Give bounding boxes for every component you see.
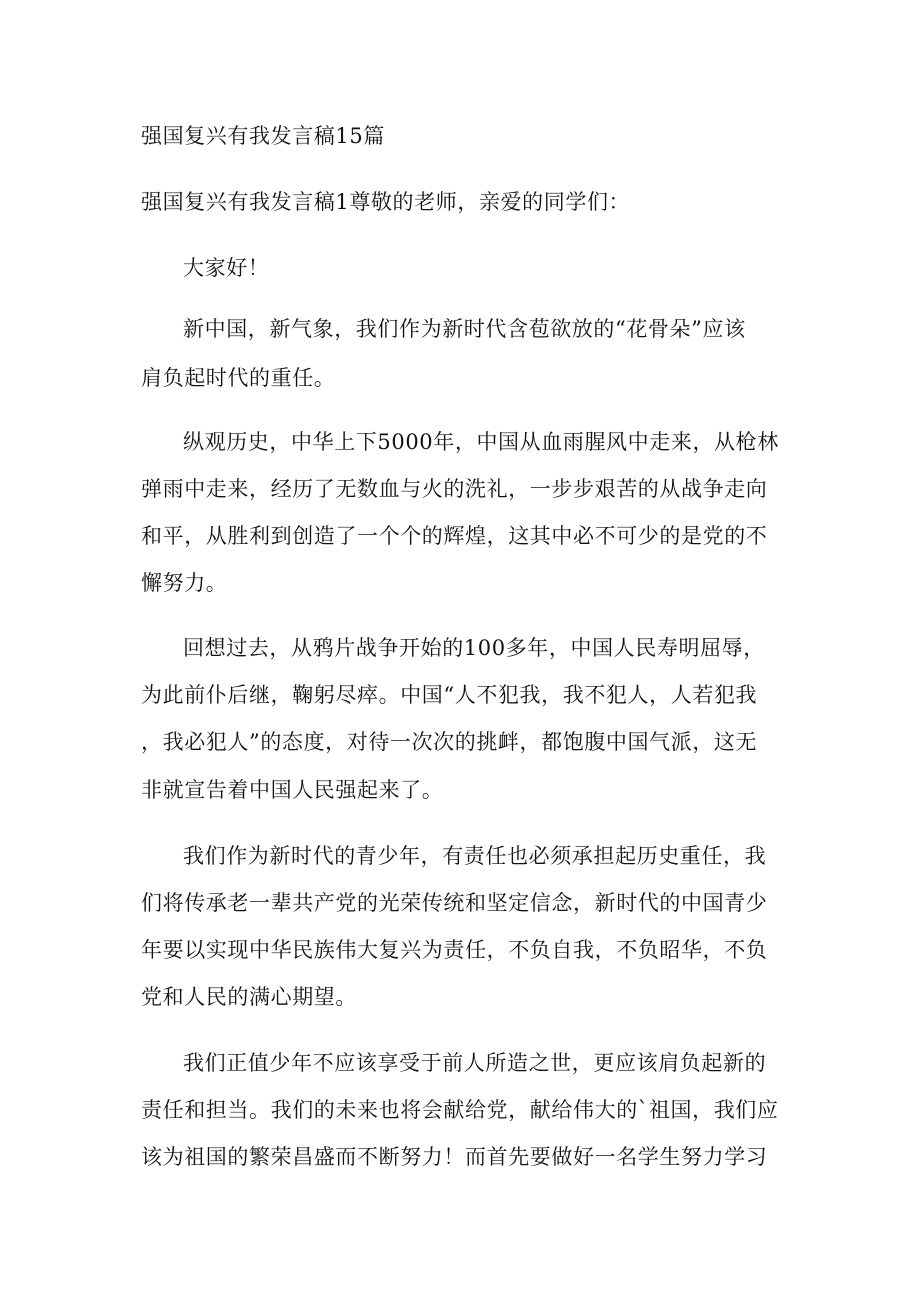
document-title: 强国复兴有我发言稿15篇	[141, 124, 385, 148]
text-line: ，我必犯人”的态度，对待一次次的挑衅，都饱腹中国气派，这无	[141, 730, 758, 754]
text-line: 为此前仆后继，鞠躬尽瘁。中国“人不犯我，我不犯人，人若犯我	[141, 683, 758, 707]
text-line: 肩负起时代的重任。	[141, 366, 336, 390]
text-line: 责任和担当。我们的未来也将会献给党，献给伟大的`祖国，我们应	[141, 1098, 779, 1122]
text-line: 党和人民的满心期望。	[141, 985, 357, 1009]
text-line: 弹雨中走来，经历了无数血与火的洗礼，一步步艰苦的从战争走向	[141, 477, 768, 501]
text-line: 我们作为新时代的青少年，有责任也必须承担起历史重任，我	[183, 844, 767, 868]
text-line: 懈努力。	[141, 571, 228, 595]
text-line: 非就宣告着中国人民强起来了。	[141, 778, 444, 802]
text-line: 们将传承老一辈共产党的光荣传统和坚定信念，新时代的中国青少	[141, 891, 768, 915]
text-line: 大家好！	[183, 256, 270, 280]
text-line: 年要以实现中华民族伟大复兴为责任，不负自我，不负昭华，不负	[141, 938, 768, 962]
text-line: 强国复兴有我发言稿1尊敬的老师，亲爱的同学们：	[141, 190, 631, 214]
text-line: 和平，从胜利到创造了一个个的辉煌，这其中必不可少的是党的不	[141, 524, 768, 548]
text-line: 纵观历史，中华上下5000年，中国从血雨腥风中走来，从枪林	[183, 430, 779, 454]
text-line: 回想过去，从鸦片战争开始的100多年，中国人民寿明屈辱，	[183, 636, 765, 660]
text-line: 新中国，新气象，我们作为新时代含苞欲放的“花骨朵”应该	[183, 317, 746, 341]
text-line: 该为祖国的繁荣昌盛而不断努力！而首先要做好一名学生努力学习	[141, 1145, 768, 1169]
text-line: 我们正值少年不应该享受于前人所造之世，更应该肩负起新的	[183, 1051, 767, 1075]
